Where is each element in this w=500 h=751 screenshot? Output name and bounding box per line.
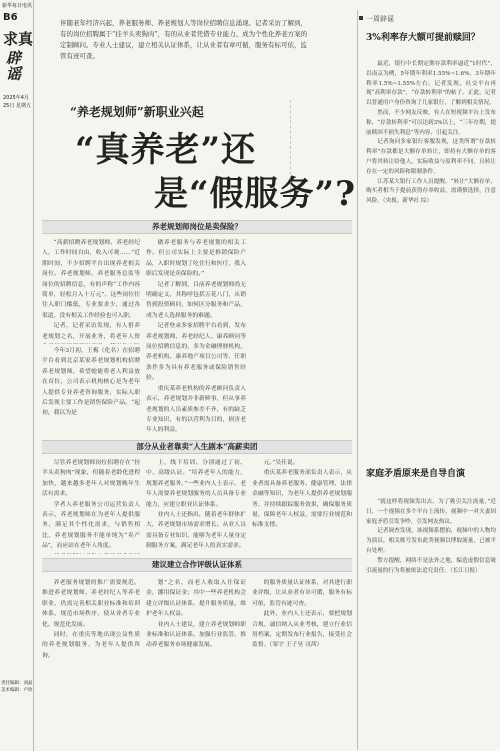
col6-paragraph: 同时，在重庆等地出现公益性质的养老规划服务，为老年人提供咨询。 [42,632,140,659]
col1b-paragraph: 今年3月初，王梅（化名）在招聘平台看到北京某家养老规划机构招聘养老规划师，希望她能将老人利益放在首位，公司表示机构核心是为老年人提供专业养老咨询服务，实际入职后发现主要工作是销售保险产品。“起初，我以为是 [42,348,140,417]
col4-paragraph: 业内人士还指出，随着老年群体扩大，养老规划市场需求增长。从业人员需具备专业知识，能够为老年人量身定制服务方案，满足老年人的真实需求。 [146,512,246,550]
headline-kicker: “养老规划师”新职业兴起 [70,105,204,119]
right1-paragraph: 然而，不少网友反映，有人在短视频平台上发布称，“存款转利率”可以达到3%以上，“三年存期，提前赎回不损失利息”等内容，引起关注。 [366,109,496,136]
section-heading-1: 养老规划师岗位是卖保险？ [42,220,352,234]
article-column-7 [146,578,246,651]
article-column-1 [42,238,140,344]
article-column-1b [42,346,140,419]
right2-paragraph: 记者调查发现，该视频系摆拍，视频中的人物均为演员，相关账号发布此类视频以博取流量，已被平台处理。 [366,528,496,554]
col7-paragraph: 业内人士建议，建立养老规划师职业标准和认证体系，加强行业监管，推动养老服务市场健康发展。 [146,621,246,649]
headline-line-2: 是“假服务”? [154,174,357,214]
col4-paragraph: 上，线下培训、分别通过了初、中、高级认证。“培养老年人的能力，规划养老服务，”一些业内人士表示，老年人需要养老规划服务的人员具备专业能力，应建立职业认证体系。 [146,460,246,508]
column-divider [357,10,358,750]
right-article-1-title: 3%利率存大额可提前赎回？ [366,33,480,43]
col2-paragraph: 做养老服务与养老规划的相关工作。但公司实际上主要是推销保险产品，入职时规划了吃住行和医疗，我入职后发现是卖保险的。” [146,240,246,278]
column-name-1: 求真 [3,30,34,48]
col3-paragraph [42,552,140,554]
article-column-5 [252,458,352,531]
right1-paragraph: 记者询问多家银行客服发现，这类所谓“存款转利率”存款都是大额存单转让，即持有大额存单的客户将其转让给他人，实际收益与原利率不同，且转让存在一定的风险和限制条件。 [366,139,496,175]
col5-paragraph: 元。”吴佳说。 [263,460,299,466]
col6-paragraph: 养老服务规划的推广需要规范。推进养老规划师、养老经纪人等养老职业，仍需完善相关职业标准和培训体系，规范市场秩序，使从业者专业化、规范化发展。 [42,580,140,628]
column-1-top [42,238,140,344]
col7-paragraph: 划”之名，而老人收取入住保证金，挪用保证金；其中一些养老机构会建立评级认证体系，提升服务质量，维护老年人权益。 [146,580,246,618]
col1-paragraph: 记者，记者采访发现，有人借养老规划之名，开展业务，将老年人资 [42,323,140,340]
section-heading-3: 建议建立合作评级认证体系 [42,558,352,572]
col2-paragraph: 记者了解到，目前养老规划师尚无明确定义，其称呼包括五花八门，从销售到投资顾问，如何区分服务和产品，成为老人选择服务的难题。 [146,281,246,319]
col8-paragraph: 的服务质量认证体系，对其进行职业评级，让从业者有章可循，服务有标可依，监管有迹可查。 [252,580,352,607]
article-column-2 [146,238,246,434]
issue-date: 2025年4月25日 星期五 [3,95,31,109]
col8-paragraph: 此外，业内人士还表示，要把规划合规、诚信纳入从业考核，建立行业信用档案，定期发布行业报告，接受社会监督。（邹宇 王子昊 司茜） [252,611,352,649]
headline-line-1: “真养老”还 [75,130,257,170]
col3-paragraph: 尽管养老规划师岗位招聘存在“挂羊头卖狗肉”现象，但随着老龄化进程加快，越来越多老年人对规划晚年生活有需求。 [42,460,140,498]
right-article-1-body [366,60,496,207]
right-column-label: 一周辟谣 [366,15,394,23]
col1-paragraph: “高薪招聘养老规划师、养老经纪人，工作时间自由，收入可观……”近期时间，不少招聘平台出现养老相关岗位。养老规划师、养老服务总监等岗位的招聘信息，有的声称“工作内容简单，轻松月入十万元”。这些岗位往往入职门槛低，专业要求少，通过各渠道，没有相关工作经验也可入职。 [42,240,140,319]
col2-paragraph: 重庆某养老机构的养老顾问负责人表示，养老规划并非新鲜事，但从事养老规划的人员素质参差不齐，有的缺乏专业知识，有的以营利为目的，损害老年人的利益。 [146,385,246,434]
right-article-2-body [366,498,496,576]
left-rail [0,0,34,751]
col5-paragraph: 重庆某养老服务部负责人表示，从业者需具备养老服务、健康管理、法律金融等知识，为老年人提供养老规划服务，并持续跟踪服务效果，确保服务质量，保障老年人权益，需要行业规范和标准支撑。 [252,470,352,529]
intro-paragraph: 伴随老年经济兴起，养老服务师、养老规划人等岗位招聘信息涌现。记者采访了解到，有的岗位招聘属于“挂羊头卖狗肉”，有的从业者凭借专业能力、成为个性化养老方案的定制顾问。专业人士建议，建立相关认证体系，让从业者有章可循，服务有标可依，监管有迹可查。 [60,19,308,60]
right2-paragraph: 警方提醒，网络不是法外之地，编造虚假信息吸引流量的行为将被依法追究责任。（长江日报） [366,557,496,574]
right-article-2-title: 家庭矛盾原来是自导自演 [366,469,466,479]
right1-paragraph: 最近，银行中长期定期存款利率逼近“1时代”，以南京为例，5年期年利率1.55%~1.6%，3年期年利率1.5%~1.55%左右。记者发现，社交平台再现“高利率存款”，“存款转利率”的帖子。正此，记者以普通用户身份咨询了几家银行，了解到相关情况。 [366,61,496,107]
right2-paragraph: “就这样将视频发出去，为了吸引关注流量。”近日，一个视频在多个平台上流传，视频中一对夫妻因家庭矛盾引发争吵，引发网友热议。 [366,499,496,525]
article-column-3 [42,458,140,554]
article-column-6 [42,578,140,661]
page-number: B6 [3,12,18,23]
newspaper-name: 新华每日电讯 [2,3,33,9]
col2-paragraph: 记者登录多家招聘平台看到，发布养老规划师、养老经纪人、康养顾问等岗位招聘信息的，多为金融理财机构、养老机构、康养地产项目公司等，任职条件多为具有养老服务或保险销售经验。 [146,323,246,382]
column-name-2: 辟谣 [4,50,22,82]
col3-paragraph: 学者人养老服务公司运营负责人表示，养老规划师在为老年人提供服务，满足其个性化需求，与销售相比，养老规划服务不能单纯为“卖产品”，而应站在老年人角度。 [42,501,140,550]
right1-paragraph: 江苏某大银行工作人员提醒，“转让”大额存单，购买者相当于提前获得存单收益，需谨慎选择，注意风险。（央视、新华社 综） [366,178,496,205]
decorative-graphic [290,100,350,200]
article-column-8 [252,578,352,651]
editor-credit: 责任编辑：刘晶 美术编辑：卢欣 [1,681,33,693]
section-heading-2: 部分从业者靠卖“人生剧本”高薪卖团 [42,440,352,454]
article-column-4 [146,458,246,552]
